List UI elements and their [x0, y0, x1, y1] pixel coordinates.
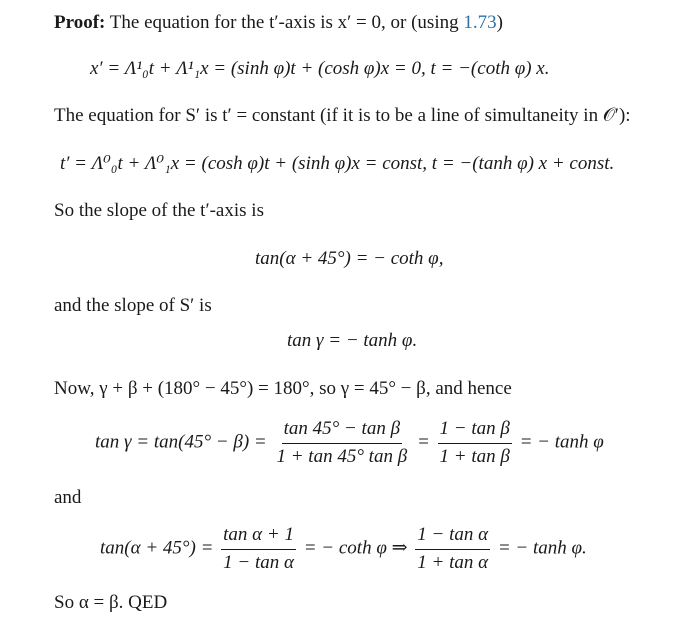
- fraction-one-minus-tanalpha: [415, 524, 490, 575]
- paragraph-angle-relation: Now, γ + β + (180° − 45°) = 180°, so γ = 45° − β, and hence: [54, 378, 512, 399]
- fraction-denominator: 1 + tan β: [439, 445, 510, 467]
- equation-tan-alpha-rhs: = − tanh φ.: [497, 537, 587, 559]
- equation-tan-gamma-lhs: tan γ = tan(45° − β) =: [95, 431, 267, 453]
- equals-sign: =: [416, 431, 430, 453]
- fraction-numerator: 1 − tan β: [438, 418, 512, 444]
- equation-tan-gamma: [95, 418, 604, 469]
- fraction-numerator: tan α + 1: [221, 524, 296, 550]
- paragraph-slope-s-prime: and the slope of S′ is: [54, 295, 212, 316]
- fraction-denominator: 1 − tan α: [223, 551, 294, 573]
- proof-intro-text: The equation for the t′-axis is x′ = 0, or (using: [109, 12, 459, 33]
- fraction-one-minus-tanbeta: [438, 418, 512, 469]
- equation-t-prime-axis: x′ = Λ¹₀t + Λ¹₁x = (sinh φ)t + (cosh φ)x = 0, t = −(coth φ) x.: [90, 58, 550, 79]
- paragraph-simultaneity: The equation for S′ is t′ = constant (if it is to be a line of simultaneity in 𝒪′):: [54, 105, 631, 126]
- equation-tan-alpha-mid: = − coth φ ⇒: [303, 537, 408, 559]
- fraction-tan45-minus-tanbeta: [274, 418, 409, 469]
- equation-tan-gamma-rhs: = − tanh φ: [519, 431, 604, 453]
- proof-intro-close: ): [496, 12, 503, 33]
- fraction-denominator: 1 + tan 45° tan β: [276, 445, 408, 467]
- equation-tan-alpha: [100, 524, 587, 575]
- fraction-numerator: 1 − tan α: [415, 524, 490, 550]
- proof-intro: [54, 12, 503, 35]
- fraction-tanalpha-plus-one: [221, 524, 296, 575]
- paragraph-and: and: [54, 487, 82, 508]
- fraction-denominator: 1 + tan α: [417, 551, 489, 573]
- equation-slope-t-axis: tan(α + 45°) = − coth φ,: [255, 248, 444, 269]
- conclusion-qed: So α = β. QED: [54, 592, 168, 613]
- equation-s-prime: t′ = Λ⁰₀t + Λ⁰₁x = (cosh φ)t + (sinh φ)x = const, t = −(tanh φ) x + const.: [60, 153, 615, 174]
- equation-reference-link[interactable]: 1.73: [463, 12, 497, 33]
- paragraph-slope-t-axis: So the slope of the t′-axis is: [54, 200, 264, 221]
- fraction-numerator: tan 45° − tan β: [282, 418, 402, 444]
- equation-slope-s-prime: tan γ = − tanh φ.: [287, 330, 418, 351]
- proof-label: Proof:: [54, 12, 106, 33]
- equation-tan-alpha-lhs: tan(α + 45°) =: [100, 537, 214, 559]
